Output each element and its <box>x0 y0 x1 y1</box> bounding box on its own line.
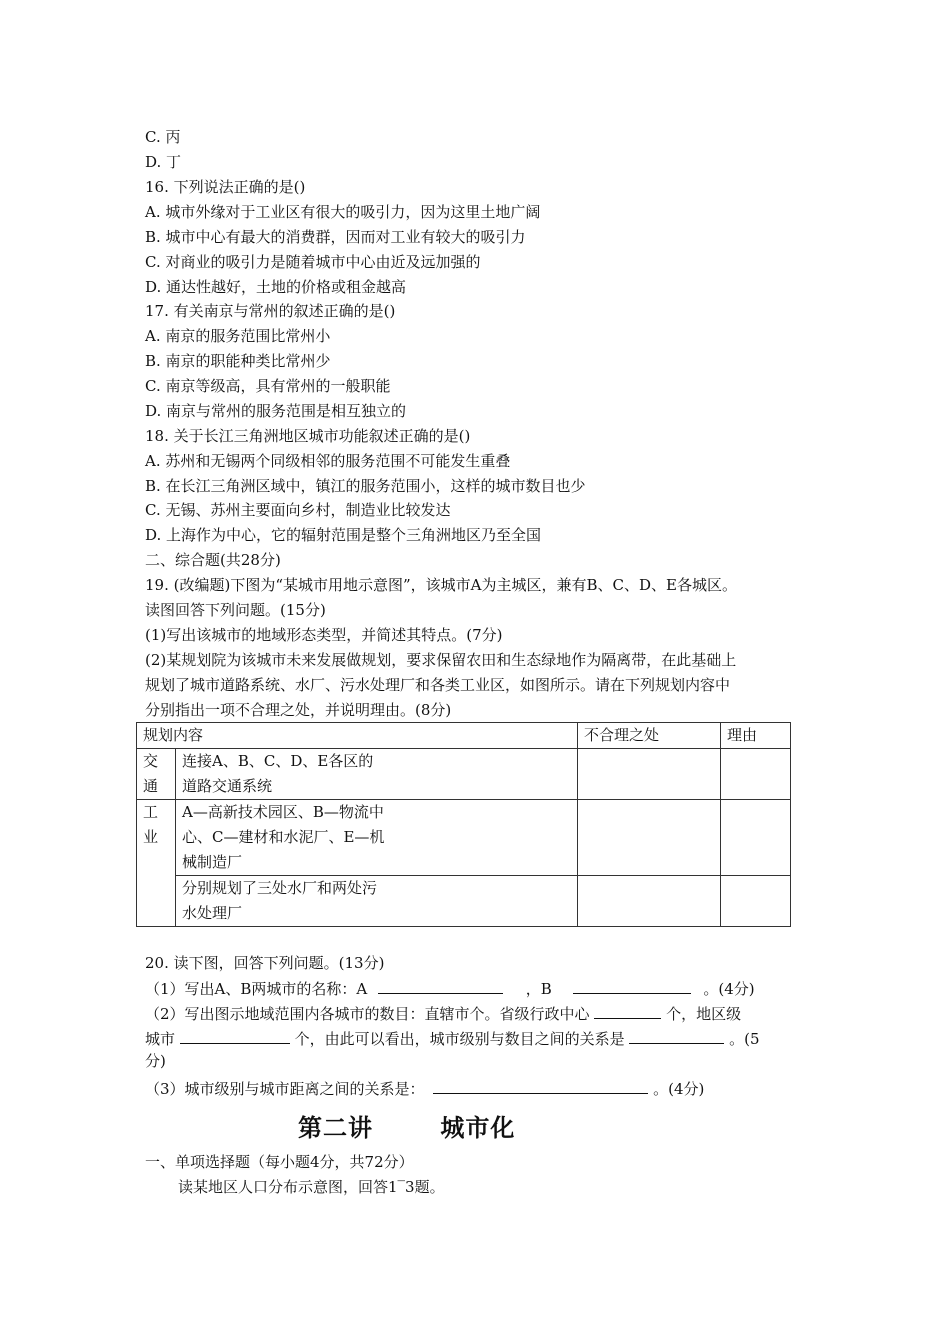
q20-p2-line2-part3: 。(5 <box>729 1030 760 1048</box>
q20-p3-prefix: （3）城市级别与城市距离之间的关系是： <box>145 1080 425 1098</box>
q20-p2-line2-part2: 个，由此可以看出，城市级别与数目之间的关系是 <box>294 1030 625 1048</box>
q20-p1-mid: ，B <box>525 980 552 998</box>
q20-p2-part2: 个，地区级 <box>666 1005 742 1023</box>
question-18-option-d: D. 上海作为中心，它的辐射范围是整个三角洲地区乃至全国 <box>145 526 542 544</box>
question-19-stem-line-1: 19. (改编题)下图为“某城市用地示意图”，该城市A为主城区，兼有B、C、D、E各城区。 <box>145 576 737 594</box>
header-unreasonable: 不合理之处 <box>577 723 720 749</box>
question-20-part-1 <box>145 977 755 999</box>
q20-p3-suffix: 。(4分) <box>653 1080 705 1098</box>
category-industry-char-2: 业 <box>143 828 159 846</box>
blank-prefecture-cities[interactable] <box>180 1027 290 1044</box>
content-industry-zones-line-2: 心、C—建材和水泥厂、E—机 <box>182 828 385 846</box>
content-traffic-line-2: 道路交通系统 <box>182 777 273 795</box>
question-20-part-2-line-1 <box>145 1002 741 1024</box>
question-20-part-3 <box>145 1077 704 1099</box>
question-17-option-c: C. 南京等级高，具有常州的一般职能 <box>145 377 391 395</box>
planning-table <box>136 722 791 927</box>
question-19-part-2-line-1: (2)某规划院为该城市未来发展做规划，要求保留农田和生态绿地作为隔离带，在此基础上 <box>145 651 737 669</box>
question-17-option-b: B. 南京的职能种类比常州少 <box>145 352 331 370</box>
chapter-title <box>298 1108 515 1143</box>
question-17-option-d: D. 南京与常州的服务范围是相互独立的 <box>145 402 407 420</box>
content-water-plants <box>176 876 578 927</box>
header-reason: 理由 <box>720 723 790 749</box>
question-16-option-c: C. 对商业的吸引力是随着城市中心由近及远加强的 <box>145 253 481 271</box>
question-18-option-b: B. 在长江三角洲区域中，镇江的服务范围小，这样的城市数目也少 <box>145 477 586 495</box>
part-1-intro: 读某地区人口分布示意图，回答1‾3题。 <box>178 1178 445 1196</box>
category-industry <box>137 800 176 927</box>
answer-cell-traffic-unreasonable[interactable] <box>577 749 720 800</box>
question-20-part-2-line-2 <box>145 1027 760 1049</box>
answer-cell-water-plants-reason[interactable] <box>720 876 790 927</box>
question-15-option-c: C. 丙 <box>145 128 181 146</box>
question-19-part-2-line-2: 规划了城市道路系统、水厂、污水处理厂和各类工业区，如图所示。请在下列规划内容中 <box>145 676 731 694</box>
blank-level-number-relationship[interactable] <box>629 1027 724 1044</box>
content-industry-zones <box>176 800 578 876</box>
question-16-option-b: B. 城市中心有最大的消费群，因而对工业有较大的吸引力 <box>145 228 526 246</box>
question-17-option-a: A. 南京的服务范围比常州小 <box>145 327 331 345</box>
content-water-plants-line-1: 分别规划了三处水厂和两处污 <box>182 879 378 897</box>
q20-p1-suffix: 。(4分) <box>703 980 755 998</box>
question-18-option-c: C. 无锡、苏州主要面向乡村，制造业比较发达 <box>145 501 451 519</box>
table-row-industry-2 <box>137 876 791 927</box>
content-industry-zones-line-3: 械制造厂 <box>182 853 243 871</box>
question-19-part-1: (1)写出该城市的地域形态类型，并简述其特点。(7分) <box>145 626 503 644</box>
category-traffic-char-2: 通 <box>143 777 159 795</box>
question-19-part-2-line-3: 分别指出一项不合理之处，并说明理由。(8分) <box>145 701 452 719</box>
category-traffic-char-1: 交 <box>143 752 159 770</box>
content-traffic <box>176 749 578 800</box>
answer-cell-industry-zones-unreasonable[interactable] <box>577 800 720 876</box>
blank-city-a[interactable] <box>378 977 503 994</box>
question-16-option-d: D. 通达性越好，土地的价格或租金越高 <box>145 278 407 296</box>
table-row-industry-1 <box>137 800 791 876</box>
q20-p1-prefix: （1）写出A、B两城市的名称：A <box>145 980 368 998</box>
table-header-row <box>137 723 791 749</box>
answer-cell-traffic-reason[interactable] <box>720 749 790 800</box>
question-18-stem: 18. 关于长江三角洲地区城市功能叙述正确的是() <box>145 427 471 445</box>
table-row-traffic <box>137 749 791 800</box>
blank-provincial-capitals[interactable] <box>594 1002 661 1019</box>
question-15-option-d: D. 丁 <box>145 153 182 171</box>
chapter-title-lecture: 第二讲 <box>298 1114 373 1142</box>
question-19-stem-line-2: 读图回答下列问题。(15分) <box>145 601 326 619</box>
question-18-option-a: A. 苏州和无锡两个同级相邻的服务范围不可能发生重叠 <box>145 452 511 470</box>
header-content: 规划内容 <box>137 723 578 749</box>
question-16-option-a: A. 城市外缘对于工业区有很大的吸引力，因为这里土地广阔 <box>145 203 541 221</box>
section-2-heading: 二、综合题(共28分) <box>145 551 281 569</box>
q20-p2-line2-part1: 城市 <box>145 1030 176 1048</box>
blank-level-distance-relationship[interactable] <box>433 1077 648 1094</box>
category-traffic <box>137 749 176 800</box>
answer-cell-water-plants-unreasonable[interactable] <box>577 876 720 927</box>
category-industry-char-1: 工 <box>143 803 159 821</box>
blank-city-b[interactable] <box>573 977 691 994</box>
question-20-stem: 20. 读下图，回答下列问题。(13分) <box>145 954 385 972</box>
answer-cell-industry-zones-reason[interactable] <box>720 800 790 876</box>
chapter-title-topic: 城市化 <box>440 1114 516 1142</box>
question-17-stem: 17. 有关南京与常州的叙述正确的是() <box>145 302 396 320</box>
question-20-part-2-line-3: 分) <box>145 1052 166 1070</box>
content-industry-zones-line-1: A—高新技术园区、B—物流中 <box>182 803 384 821</box>
q20-p2-part1: （2）写出图示地域范围内各城市的数目：直辖市个。省级行政中心 <box>145 1005 590 1023</box>
part-1-heading: 一、单项选择题（每小题4分，共72分） <box>145 1153 414 1171</box>
content-water-plants-line-2: 水处理厂 <box>182 904 243 922</box>
question-16-stem: 16. 下列说法正确的是() <box>145 178 306 196</box>
content-traffic-line-1: 连接A、B、C、D、E各区的 <box>182 752 374 770</box>
